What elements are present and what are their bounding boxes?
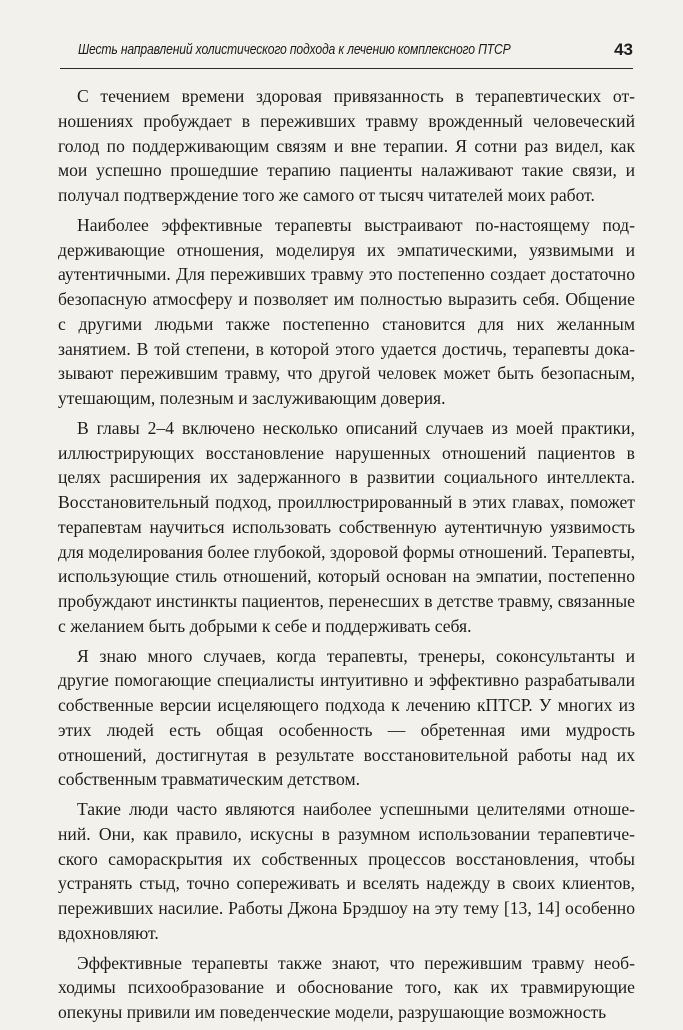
paragraph: Наиболее эффективные терапевты выстраивают по-настоящему поддерживающие отношения, моделируя их эмпатическими, уязвимыми и аутентичными. Для переживших травму это постепенно создает достаточно безопасную атмосферу и позволяет им полностью выразить себя. Общение с другими людьми также постепенно становится для них желанным занятием. В той степени, в которой этого удается достичь, терапевты доказывают пережившим травму, что другой человек может быть безопасным, утешающим, полезным и заслуживающим доверия.	[58, 214, 635, 408]
paragraph: Такие люди часто являются наиболее успешными целителями отношений. Они, как правило, искусны в разумном использовании терапевтического самораскрытия их собственных процессов восстановления, чтобы устранять стыд, точно сопереживать и вселять надежду в своих клиентов, переживших насилие. Работы Джона Брэдшоу на эту тему [13, 14] особенно вдохновляют.	[58, 799, 635, 943]
paragraph: Я знаю много случаев, когда терапевты, тренеры, соконсультанты и другие помогающие специалисты интуитивно и эффективно разрабатывали собственные версии исцеляющего подхода к лечению кПТСР. У многих из этих людей есть общая особенность — обретенная ими мудрость отношений, достигнутая в результате восстановительной работы над их собственным травматическим детством.	[58, 645, 635, 790]
body-text	[58, 84, 635, 1030]
paragraph: Эффективные терапевты также знают, что пережившим травму необходимы психообразование и обоснование того, как их травмирующие опекуны привили им поведенческие модели, разрушающие возможность	[58, 952, 635, 1022]
running-header-title: Шесть направлений холистического подхода к лечению комплексного ПТСР	[78, 42, 511, 58]
running-header	[60, 38, 633, 69]
paragraph: С течением времени здоровая привязанность в терапевтических отношениях пробуждает в переживших травму врожденный человеческий голод по поддерживающим связям и вне терапии. Я сотни раз видел, как мои успешно прошедшие терапию пациенты налаживают такие связи, и получал подтверждение того же самого от тысяч читателей моих работ.	[58, 86, 635, 205]
page-number: 43	[614, 40, 633, 59]
paragraph: В главы 2–4 включено несколько описаний случаев из моей практики, иллюстрирующих восстановление нарушенных отношений пациентов в целях расширения их задержанного в развитии социального интеллекта. Восстановительный подход, проиллюстрированный в этих главах, поможет терапевтам научиться использовать собственную аутентичную уязвимость для моделирования более глубокой, здоровой формы отношений. Терапевты, использующие стиль отношений, который основан на эмпатии, постепенно пробуждают инстинкты пациентов, перенесших в детстве травму, связанные с желанием быть добрыми к себе и поддерживать себя.	[58, 417, 635, 636]
